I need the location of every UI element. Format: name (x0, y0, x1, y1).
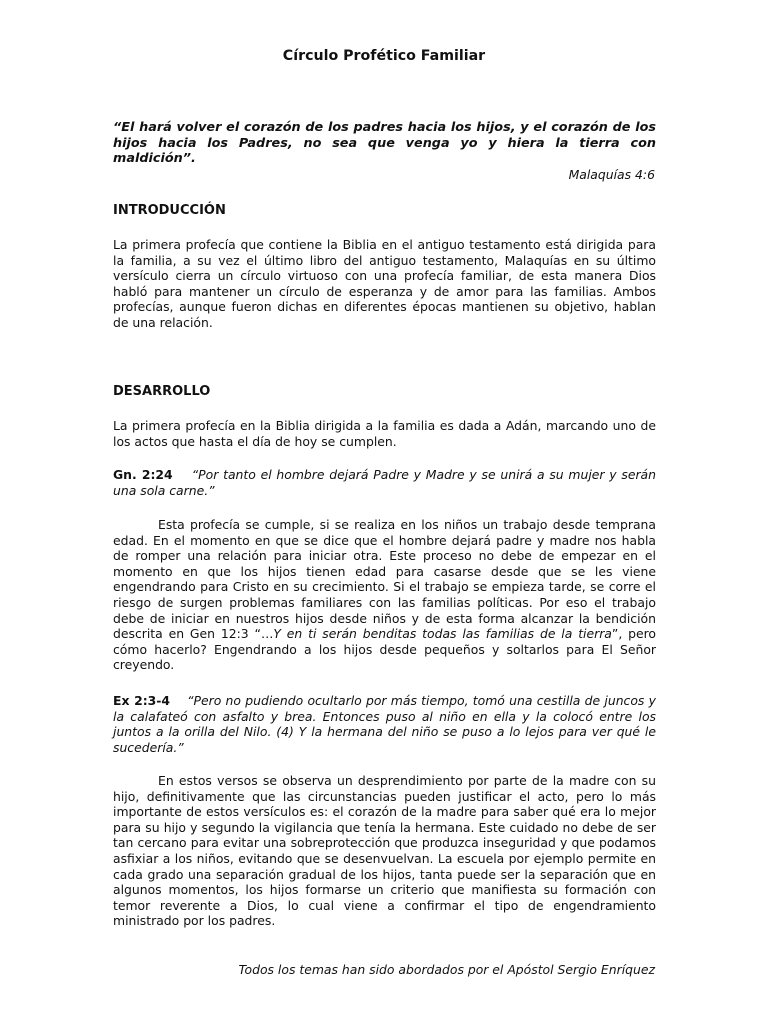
exodus-reference: Ex 2:3-4 (113, 693, 171, 708)
desarrollo-paragraph-1 (113, 517, 656, 673)
footer-credit: Todos los temas han sido abordados por el Apóstol Sergio Enríquez (238, 962, 655, 977)
genesis-reference: Gn. 2:24 (113, 467, 173, 482)
genesis-12-3-quote: Y en ti serán benditas todas las familias de la tierra (273, 626, 612, 642)
paragraph-1-text-a: Esta profecía se cumple, si se realiza en los niños un trabajo desde temprana edad. En el momento en que se dice que el hombre dejará padre y madre nos habla de romper una relación para iniciar otra. Este proceso no debe de empezar en el momento en que los hijos tienen edad para casarse desde que se les viene engendrando para Cristo en su crecimiento. Si el trabajo se empieza tarde, se corre el riesgo de surgen problemas familiares con las familias políticas. Por eso el trabajo debe de iniciar en nuestros hijos desde niños y de esta forma alcanzar la bendición descrita en Gen 12:3 “… (113, 517, 656, 642)
exodus-quote-block (113, 693, 656, 755)
heading-desarrollo: DESARROLLO (113, 384, 211, 399)
paragraph-1-text-b: ”, pero cómo hacerlo? Engendrando a los hijos desde pequeños y soltarlos para El Señor creyendo. (113, 626, 657, 673)
desarrollo-intro-paragraph: La primera profecía en la Biblia dirigida a la familia es dada a Adán, marcando uno de los actos que hasta el día de hoy se cumplen. (113, 418, 656, 449)
desarrollo-paragraph-2: En estos versos se observa un desprendimiento por parte de la madre con su hijo, definitivamente que las circunstancias pueden justificar el acto, pero lo más importante de estos versículos es: el corazón de la madre para saber qué era lo mejor para su hijo y segundo la vigilancia que tenía la hermana. Este cuidado no debe de ser tan cercano para evitar una sobreprotección que produzca inseguridad y que podamos asfixiar a los niños, evitando que se desenvuelvan. La escuela por ejemplo permite en cada grado una separación gradual de los hijos, tanta puede ser la separación que en algunos momentos, los hijos formarse un criterio que manifiesta su formación con temor reverente a Dios, lo cual viene a confirmar el tipo de engendramiento ministrado por los padres. (113, 773, 656, 929)
epigraph-quote: “El hará volver el corazón de los padres hacia los hijos, y el corazón de los hijos hacia los Padres, no sea que venga yo y hiera la tierra con maldición”. (113, 120, 656, 167)
genesis-quote-block (113, 467, 656, 498)
exodus-quote: “Pero no pudiendo ocultarlo por más tiempo, tomó una cestilla de juncos y la calafateó con asfalto y brea. Entonces puso al niño en ella y la colocó entre los juntos a la orilla del Nilo. (4) Y la hermana del niño se puso a lo lejos para ver qué le sucedería.” (113, 693, 656, 755)
introduccion-paragraph: La primera profecía que contiene la Biblia en el antiguo testamento está dirigida para la familia, a su vez el último libro del antiguo testamento, Malaquías en su último versículo cierra un círculo virtuoso con una profecía familiar, de esta manera Dios habló para mantener un círculo de esperanza y de amor para las familias. Ambos profecías, aunque fueron dichas en diferentes épocas mantienen su objetivo, hablan de una relación. (113, 237, 656, 330)
epigraph-reference: Malaquías 4:6 (568, 167, 655, 182)
heading-introduccion: INTRODUCCIÓN (113, 203, 226, 218)
genesis-quote: “Por tanto el hombre dejará Padre y Madre y se unirá a su mujer y serán una sola carne.” (113, 467, 656, 498)
document-title: Círculo Profético Familiar (282, 48, 486, 64)
